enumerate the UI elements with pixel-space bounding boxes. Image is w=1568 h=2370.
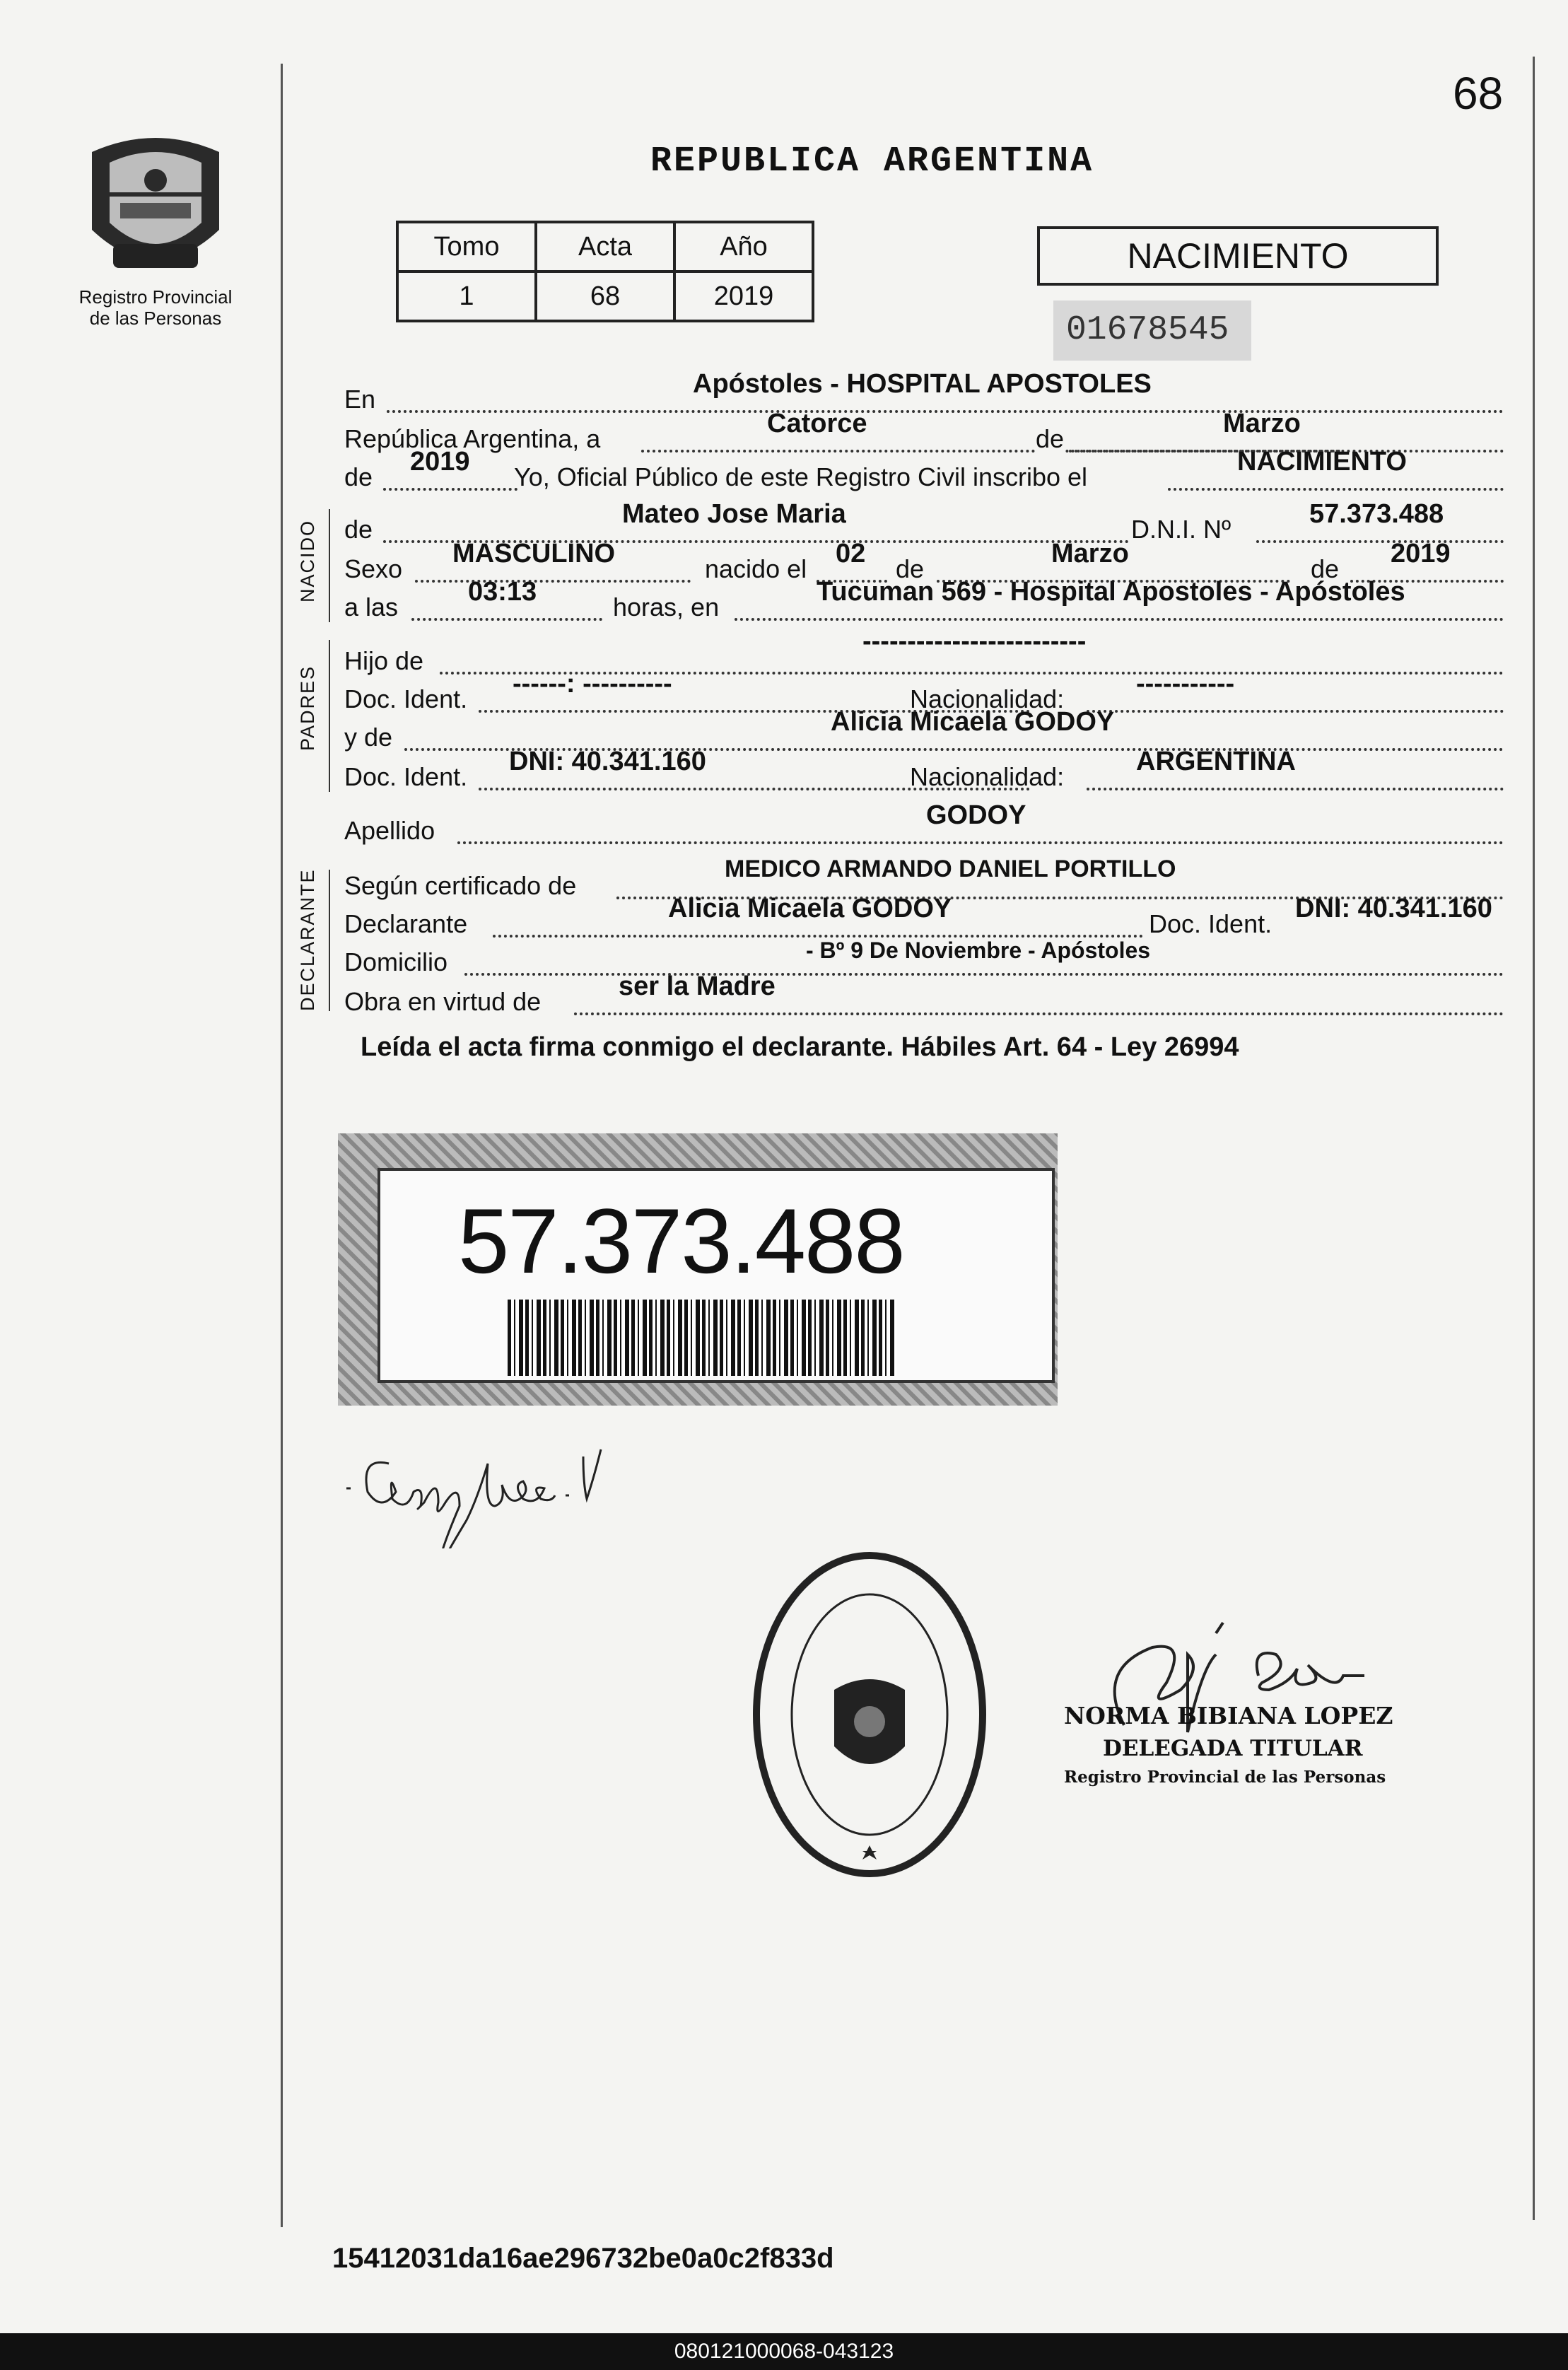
certificado-value: MEDICO ARMANDO DANIEL PORTILLO: [725, 856, 1176, 882]
birth-place-value: Tucuman 569 - Hospital Apostoles - Apóstoles: [817, 577, 1405, 607]
official-seal: [749, 1548, 990, 1884]
row-mother-doc: Doc. Ident. DNI: 40.341.160 Nacionalidad: ARGENTINA: [344, 758, 1504, 792]
registry-caption: Registro Provincial de las Personas: [78, 286, 233, 329]
year-value: 2019: [410, 447, 470, 477]
row-certificado: Según certificado de MEDICO ARMANDO DANIEL PORTILLO: [344, 867, 1504, 901]
day-value: Catorce: [767, 409, 867, 438]
row-republica: República Argentina, a Catorce de Marzo: [344, 420, 1504, 454]
declarante-doc-value: DNI: 40.341.160: [1295, 894, 1492, 923]
row-obra: Obra en virtud de ser la Madre: [344, 983, 1504, 1017]
table-header-acta: Acta: [536, 222, 674, 272]
table-value-ano: 2019: [674, 272, 813, 321]
footer-code: 080121000068-043123: [674, 2340, 894, 2363]
sexo-value: MASCULINO: [452, 539, 616, 568]
father-nat-value: -----------: [1136, 669, 1235, 699]
table-value-acta: 68: [536, 272, 674, 321]
father-name-value: -------------------------: [862, 626, 1087, 656]
birth-time-value: 03:13: [468, 577, 537, 607]
domicilio-value: - Bº 9 De Noviembre - Apóstoles: [806, 938, 1151, 963]
table-header-ano: Año: [674, 222, 813, 272]
row-declarante: Declarante Alicia Micaela GODOY Doc. Ident. DNI: 40.341.160: [344, 894, 1492, 938]
mother-name-value: Alicia Micaela GODOY: [831, 707, 1115, 737]
child-name-value: Mateo Jose Maria: [622, 499, 846, 529]
declarant-signature: [339, 1421, 721, 1552]
left-margin-line: [281, 64, 283, 2227]
record-type-box: NACIMIENTO: [1037, 226, 1439, 286]
row-oficial: de 2019 Yo, Oficial Público de este Registro Civil inscribo el NACIMIENTO: [344, 458, 1504, 492]
section-label-declarante: DECLARANTE: [297, 868, 318, 1011]
mother-nat-value: ARGENTINA: [1136, 747, 1296, 776]
row-hijo: Hijo de -------------------------: [344, 642, 1504, 676]
row-mother: y de Alicia Micaela GODOY: [344, 718, 1504, 752]
dni-stamp-number: 57.373.488: [458, 1189, 904, 1292]
birth-month-value: Marzo: [1051, 539, 1129, 568]
page-number: 68: [1453, 68, 1504, 119]
barcode: [508, 1300, 896, 1376]
row-domicilio: Domicilio - Bº 9 De Noviembre - Apóstoles: [344, 943, 1504, 977]
birth-day-value: 02: [836, 539, 866, 568]
mother-doc-value: DNI: 40.341.160: [509, 747, 706, 776]
month-value: Marzo: [1223, 409, 1301, 438]
registrar-org: Registro Provincial de las Personas: [1064, 1768, 1386, 1787]
section-label-nacido: NACIDO: [297, 519, 318, 602]
row-father-doc: Doc. Ident. ------: ---------- Nacionalidad: -----------: [344, 680, 1504, 714]
table-value-tomo: 1: [397, 272, 536, 321]
birth-year-value: 2019: [1391, 539, 1451, 568]
row-name: de Mateo Jose Maria D.N.I. Nº 57.373.488: [344, 510, 1504, 544]
tomo-acta-ano-table: [396, 221, 814, 322]
serial-number-stamp: 01678545: [1053, 300, 1251, 361]
table-header-tomo: Tomo: [397, 222, 536, 272]
legal-statement: Leída el acta firma conmigo el declarante. Hábiles Art. 64 - Ley 26994: [361, 1032, 1239, 1062]
declarante-value: Alicia Micaela GODOY: [668, 894, 952, 923]
row-sexo: Sexo MASCULINO nacido el 02 de Marzo de 2019: [344, 550, 1504, 584]
row-apellido: Apellido GODOY: [344, 812, 1504, 846]
inscribo-value: NACIMIENTO: [1237, 447, 1407, 477]
apellido-value: GODOY: [926, 800, 1026, 830]
registrar-name: NORMA BIBIANA LOPEZ: [1064, 1702, 1393, 1729]
section-label-padres: PADRES: [297, 665, 318, 751]
document-hash: 15412031da16ae296732be0a0c2f833d: [332, 2243, 834, 2274]
province-shield-logo: [78, 124, 233, 290]
child-dni-value: 57.373.488: [1309, 499, 1444, 529]
row-en: En Apóstoles - HOSPITAL APOSTOLES: [344, 380, 1504, 414]
right-margin-line: [1533, 57, 1535, 2220]
obra-value: ser la Madre: [619, 971, 776, 1001]
document-title: REPUBLICA ARGENTINA: [650, 141, 1094, 182]
registrar-title: DELEGADA TITULAR: [1103, 1736, 1363, 1761]
row-time-place: a las 03:13 horas, en Tucuman 569 - Hospital Apostoles - Apóstoles: [344, 588, 1504, 622]
en-value: Apóstoles - HOSPITAL APOSTOLES: [693, 369, 1152, 399]
father-doc-value: ------: ----------: [513, 669, 672, 699]
